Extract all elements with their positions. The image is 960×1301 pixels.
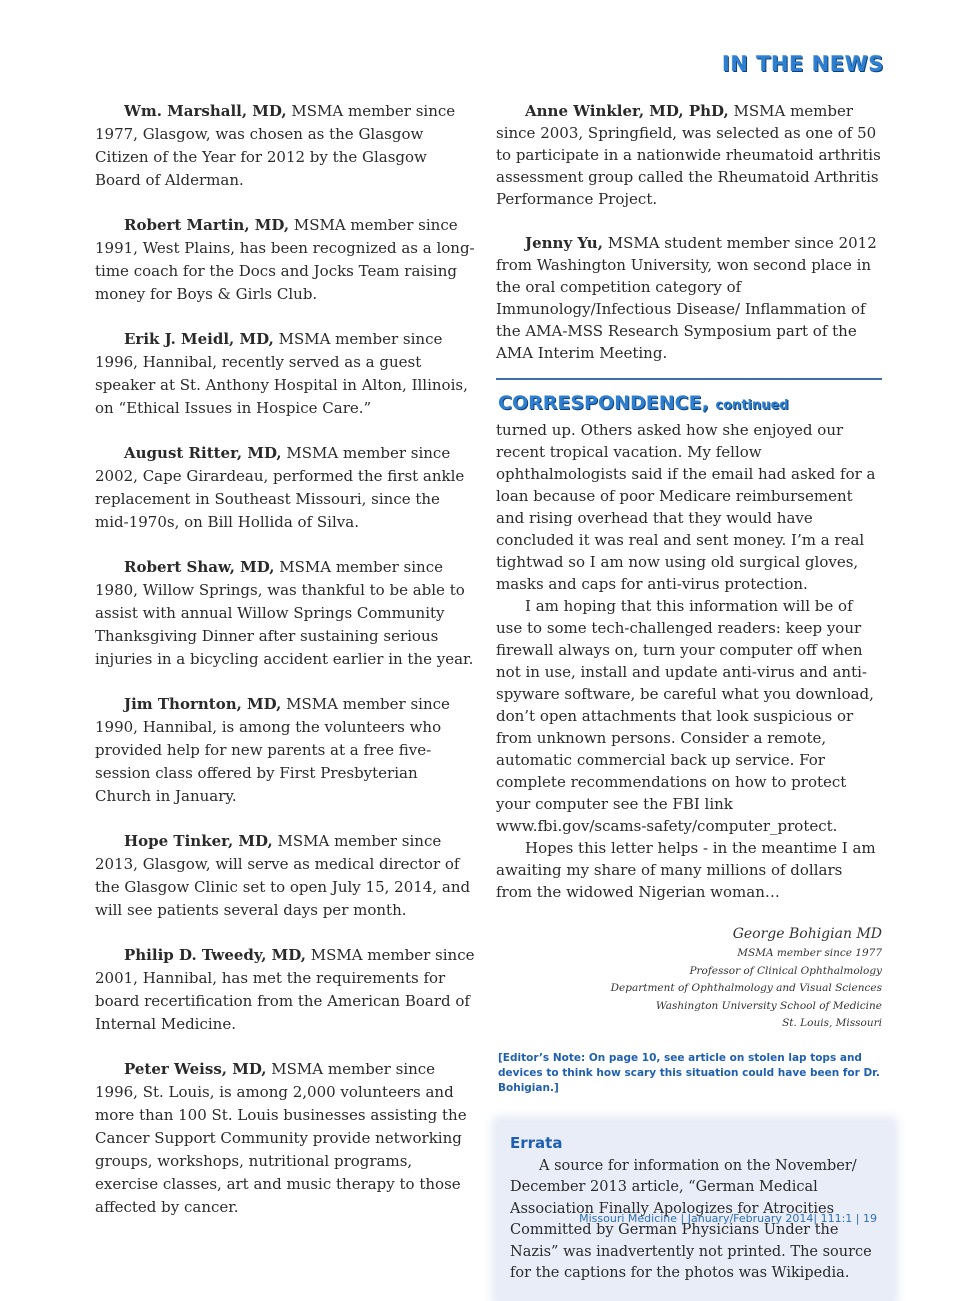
news-entry <box>95 328 475 420</box>
entry-text: MSMA student member since 2012 from Washington University, won second place in the oral competition category of Immunology/Infectious Disease/ Inflammation of the AMA-MSS Research Symposium part of the AMA Interim Meeting. <box>496 234 877 362</box>
letter-paragraph: I am hoping that this information will be of use to some tech-challenged readers: keep your firewall always on, turn your computer off when not in use, install and update anti-virus and anti-spyware software, be careful what you download, don’t open attachments that look suspicious or from unknown persons. Consider a remote, automatic commercial back up service. For complete recommendations on how to protect your computer see the FBI link www.fbi.gov/scams-safety/computer_protect. <box>496 597 874 835</box>
signature-line: Washington University School of Medicine <box>655 999 882 1012</box>
errata-title: Errata <box>510 1133 563 1152</box>
entry-name: Erik J. Meidl, MD, <box>124 330 274 348</box>
signature-line: Department of Ophthalmology and Visual Sciences <box>610 982 882 994</box>
news-entry <box>95 830 475 922</box>
signature-line: MSMA member since 1977 <box>737 947 882 959</box>
news-entry <box>95 442 475 534</box>
entry-text: MSMA member since 2013, Glasgow, will serve as medical director of the Glasgow Clinic set to open July 15, 2014, and will see patients several days per month. <box>95 832 471 919</box>
entry-name: Hope Tinker, MD, <box>124 832 273 850</box>
page-footer: Missouri Medicine | January/February 2014| 111:1 | 19 <box>579 1212 877 1225</box>
letter-paragraph: Hopes this letter helps - in the meantime I am awaiting my share of many millions of dollars from the widowed Nigerian woman… <box>496 839 876 901</box>
section-header: IN THE NEWS <box>722 52 884 76</box>
entry-text: MSMA member since 1990, Hannibal, is among the volunteers who provided help for new parents at a free five-session class offered by First Presbyterian Church in January. <box>95 695 450 805</box>
errata-box <box>498 1122 892 1301</box>
news-entry <box>95 100 475 192</box>
correspondence-continued: continued <box>715 398 789 413</box>
correspondence-title-text: CORRESPONDENCE, <box>498 392 709 414</box>
entry-text: MSMA member since 1996, St. Louis, is among 2,000 volunteers and more than 100 St. Louis businesses assisting the Cancer Support Community provide networking groups, workshops, nutritional programs, exercise classes, art and music therapy to those affected by cancer. <box>95 1060 467 1216</box>
news-entry <box>95 556 475 671</box>
news-entry <box>95 214 475 306</box>
left-column <box>95 100 475 1241</box>
letter-paragraph: turned up. Others asked how she enjoyed our recent tropical vacation. My fellow ophthalmologists said if the email had asked for a loan because of poor Medicare reimbursement and rising overhead that they would have concluded it was real and sent money. I’m a real tightwad so I am now using old surgical gloves, masks and caps for anti-virus protection. <box>496 421 876 593</box>
entry-name: Peter Weiss, MD, <box>124 1060 267 1078</box>
entry-name: Philip D. Tweedy, MD, <box>124 946 306 964</box>
section-divider <box>496 378 882 380</box>
entry-name: Jim Thornton, MD, <box>124 695 282 713</box>
entry-text: MSMA member since 1980, Willow Springs, was thankful to be able to assist with annual Willow Springs Community Thanksgiving Dinner after sustaining serious injuries in a bicycling accident earlier in the year. <box>95 558 474 668</box>
entry-text: MSMA member since 1996, Hannibal, recently served as a guest speaker at St. Anthony Hospital in Alton, Illinois, on “Ethical Issues in Hospice Care.” <box>95 330 468 417</box>
signature-block <box>496 923 882 1033</box>
errata-body: A source for information on the November/ December 2013 article, “German Medical Association Finally Apologizes for Atrocities Committed by German Physicians Under the Nazis” was inadvertently not printed. The source for the captions for the photos was Wikipedia. <box>510 1157 872 1281</box>
entry-name: August Ritter, MD, <box>124 444 282 462</box>
entry-name: Robert Martin, MD, <box>124 216 290 234</box>
letter-body <box>496 419 882 903</box>
entry-name: Wm. Marshall, MD, <box>124 102 287 120</box>
entry-text: MSMA member since 2002, Cape Girardeau, performed the first ankle replacement in Southeast Missouri, since the mid-1970s, on Bill Hollida of Silva. <box>95 444 465 531</box>
news-entry <box>95 944 475 1036</box>
entry-text: MSMA member since 2003, Springfield, was selected as one of 50 to participate in a nationwide rheumatoid arthritis assessment group called the Rheumatoid Arthritis Performance Project. <box>496 102 881 208</box>
news-entry <box>95 693 475 808</box>
correspondence-title <box>498 392 882 417</box>
signature-line: Professor of Clinical Ophthalmology <box>689 964 882 977</box>
editor-note: [Editor’s Note: On page 10, see article on stolen lap tops and devices to think how scary this situation could have been for Dr. Bohigian.] <box>498 1051 880 1094</box>
news-entry <box>496 232 882 364</box>
news-entry <box>496 100 882 210</box>
entry-text: MSMA member since 2001, Hannibal, has met the requirements for board recertification from the American Board of Internal Medicine. <box>95 946 475 1033</box>
right-column <box>496 100 882 1301</box>
signature-line: St. Louis, Missouri <box>782 1017 882 1029</box>
entry-name: Anne Winkler, MD, PhD, <box>525 102 729 120</box>
signature-name: George Bohigian MD <box>732 926 882 942</box>
entry-name: Jenny Yu, <box>525 234 603 252</box>
entry-text: MSMA member since 1977, Glasgow, was chosen as the Glasgow Citizen of the Year for 2012 by the Glasgow Board of Alderman. <box>95 102 456 189</box>
entry-text: MSMA member since 1991, West Plains, has been recognized as a long-time coach for the Docs and Jocks Team raising money for Boys & Girls Club. <box>95 216 475 303</box>
news-entry <box>95 1058 475 1219</box>
entry-name: Robert Shaw, MD, <box>124 558 275 576</box>
